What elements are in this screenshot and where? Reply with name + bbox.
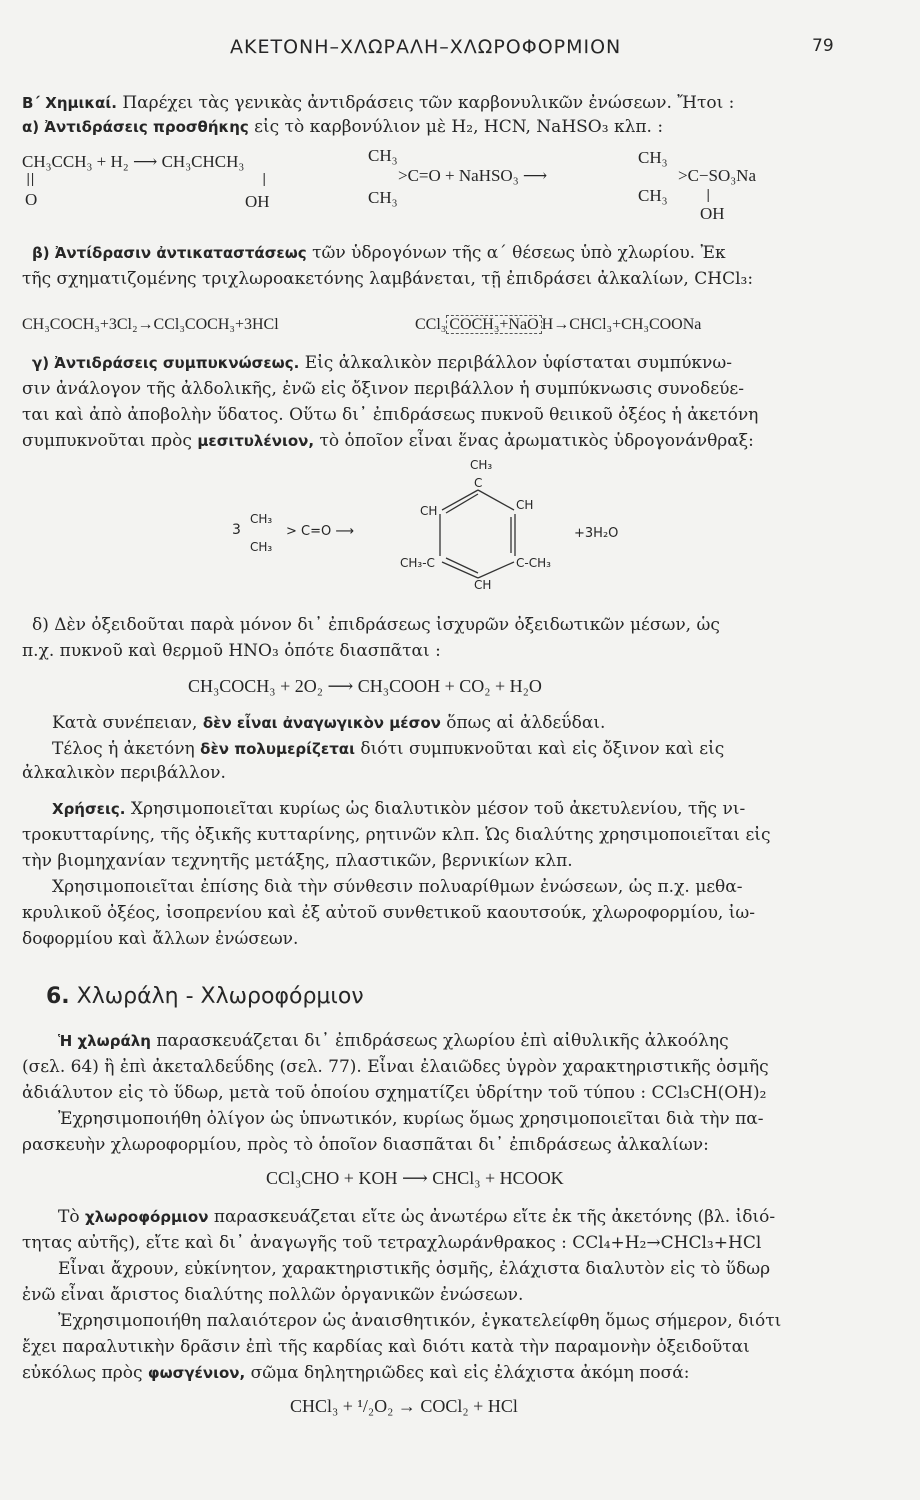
delta-line-2: π.χ. πυκνοῦ καὶ θερμοῦ HNO₃ ὁπότε διασπᾶται : xyxy=(22,641,441,661)
chloroform-text-7c: σῶμα δηλητηριῶδες καὶ εἰς ἐλάχιστα ἀκόμη ποσά: xyxy=(245,1363,690,1383)
acetone-methyl-bottom: CH₃ xyxy=(250,540,273,554)
uses-text-1: Χρησιμοποιεῖται κυρίως ὡς διαλυτικὸν μέσον τοῦ ἀκετυλενίου, τῆς νι- xyxy=(125,799,746,819)
ring-methyl-carbon-left: CH₃-C xyxy=(400,556,435,570)
chloral-line-1 xyxy=(58,1030,729,1052)
header-title: ΑΚΕΤΟΝΗ–ΧΛΩΡΑΛΗ–ΧΛΩΡΟΦΟΡΜΙΟΝ xyxy=(230,36,622,58)
gamma-line-3: ται καὶ ἀπὸ ἀποβολὴν ὕδατος. Οὕτω δι᾽ ἐπιδράσεως πυκνοῦ θειικοῦ ὀξέος ἡ ἀκετόνη xyxy=(22,405,759,425)
section-title: Χλωράλη - Χλωροφόρμιον xyxy=(76,984,364,1009)
uses-line-3: τὴν βιομηχανίαν τεχνητῆς μετάξης, πλαστικῶν, βερνικίων κλπ. xyxy=(22,851,573,871)
chloroform-line-2: τητας αὐτῆς), εἴτε καὶ δι᾽ ἀναγωγῆς τοῦ τετραχλωράνθρακος : CCl₄+H₂→CHCl₃+HCl xyxy=(22,1233,762,1253)
ring-ch-right: CH xyxy=(516,498,534,512)
single-bond-mark: | xyxy=(262,172,267,187)
chloroform-text-1a: Τὸ xyxy=(58,1207,85,1227)
gamma-text-4c: τὸ ὁποῖον εἶναι ἕνας ἀρωματικὸς ὑδρογονάνθραξ: xyxy=(314,431,754,451)
chlorination-equation: CH₃COCH₃+3Cl₂→CCl₃COCH₃+3HCl xyxy=(22,316,279,333)
conseq-line-3: ἀλκαλικὸν περιβάλλον. xyxy=(22,763,226,783)
conseq-line-2 xyxy=(52,738,724,760)
conseq-text-2a: Τέλος ἡ ἀκετόνη xyxy=(52,739,201,759)
conseq-bold-2: δὲν πολυμερίζεται xyxy=(200,740,355,758)
chloral-article: Ἡ xyxy=(58,1032,78,1050)
intro-text: Παρέχει τὰς γενικὰς ἀντιδράσεις τῶν καρβονυλικῶν ἐνώσεων. Ἤτοι : xyxy=(116,93,735,113)
hydroxyl-product: OH xyxy=(700,204,725,223)
sulfonate-group: >C−SO₃Na xyxy=(678,166,756,185)
conseq-text-1a: Κατὰ συνέπειαν, xyxy=(52,713,203,733)
ring-top-carbon: C xyxy=(474,476,483,490)
haloform-part-2: H→CHCl₃+CH₃COONa xyxy=(541,316,702,333)
uses-line-2: τροκυτταρίνης, τῆς ὀξικῆς κυτταρίνης, ρητινῶν κλπ. Ὡς διαλύτης χρησιμοποιεῖται εἰς xyxy=(22,825,771,845)
phosgene-term: φωσγένιον, xyxy=(147,1364,246,1382)
oxidation-equation: CH₃COCH₃ + 2O₂ ⟶ CH₃COOH + CO₂ + H₂O xyxy=(188,676,542,696)
condensation-arrow: > C=O ⟶ xyxy=(286,524,354,539)
section-heading xyxy=(46,984,364,1009)
uses-line-5: κρυλικοῦ ὀξέος, ἰσοπρενίου καὶ ἐξ αὐτοῦ συνθετικοῦ καουτσούκ, χλωροφορμίου, ἰω- xyxy=(22,903,756,923)
chloroform-line-4: ἐνῶ εἶναι ἄριστος διαλύτης πολλῶν ὀργανικῶν ἐνώσεων. xyxy=(22,1285,524,1305)
chloroform-term: χλωροφόρμιον xyxy=(84,1208,209,1226)
gamma-label: γ) Ἀντιδράσεις συμπυκνώσεως. xyxy=(32,354,300,372)
conseq-text-1c: ὅπως αἱ ἀλδεΰδαι. xyxy=(440,713,606,733)
methyl-lower: CH₃ xyxy=(368,188,398,207)
conseq-line-1 xyxy=(52,712,605,734)
methyl-upper-product: CH₃ xyxy=(638,148,668,167)
bisulfite-equation: >C=O + NaHSO₃ ⟶ xyxy=(398,166,548,185)
water-product: +3H₂O xyxy=(574,526,619,541)
hydroxyl-group: OH xyxy=(245,192,270,211)
conseq-bold-1: δὲν εἶναι ἀναγωγικὸν μέσον xyxy=(202,714,441,732)
sulfonate-bond-mark: | xyxy=(706,188,711,203)
chloral-decomposition-equation: CCl₃CHO + KOH ⟶ CHCl₃ + HCOOK xyxy=(266,1168,564,1188)
chloral-line-2: (σελ. 64) ἢ ἐπὶ ἀκεταλδεΰδης (σελ. 77). Εἶναι ἐλαιῶδες ὑγρὸν χαρακτηριστικῆς ὀσμῆς xyxy=(22,1057,769,1077)
chloral-line-3: ἀδιάλυτον εἰς τὸ ὕδωρ, μετὰ τοῦ ὁποίου σχηματίζει ὑδρίτην τοῦ τύπου : CCl₃CH(OH)₂ xyxy=(22,1083,767,1103)
ring-ch-left: CH xyxy=(420,504,438,518)
double-bond-mark: || xyxy=(26,172,35,187)
gamma-text-1: Εἰς ἀλκαλικὸν περιβάλλον ὑφίσταται συμπύκνω- xyxy=(299,353,732,373)
methyl-lower-product: CH₃ xyxy=(638,186,668,205)
uses-line-1 xyxy=(52,798,745,820)
mesitylene-term: μεσιτυλένιον, xyxy=(197,432,315,450)
beta-line-2: τῆς σχηματιζομένης τριχλωροακετόνης λαμβάνεται, τῇ ἐπιδράσει ἀλκαλίων, CHCl₃: xyxy=(22,269,754,289)
hydrogenation-equation: CH₃CCH₃ + H₂ ⟶ CH₃CHCH₃ xyxy=(22,152,245,171)
chloroform-line-6: ἔχει παραλυτικὴν δρᾶσιν ἐπὶ τῆς καρδίας καὶ διότι κατὰ τὴν παραμονὴν ὀξειδοῦται xyxy=(22,1337,750,1357)
chloral-text-1c: παρασκευάζεται δι᾽ ἐπιδράσεως χλωρίου ἐπὶ αἰθυλικῆς ἀλκοόλης xyxy=(150,1031,729,1051)
ring-bond-top-right xyxy=(478,490,514,510)
phosgene-equation: CHCl₃ + ¹/₂O₂ → COCl₂ + HCl xyxy=(290,1396,518,1416)
carbonyl-oxygen: O xyxy=(25,190,38,209)
chloroform-line-1 xyxy=(58,1206,775,1228)
haloform-boxed-part: COCH₃+NaO xyxy=(446,315,541,334)
ring-methyl-carbon-right: C-CH₃ xyxy=(516,556,551,570)
chloroform-line-3: Εἶναι ἄχρουν, εὐκίνητον, χαρακτηριστικῆς ὀσμῆς, ἐλάχιστα διαλυτὸν εἰς τὸ ὕδωρ xyxy=(58,1259,771,1279)
beta-text-1: τῶν ὑδρογόνων τῆς α΄ θέσεως ὑπὸ χλωρίου. Ἐκ xyxy=(306,243,726,263)
chloral-term: χλωράλη xyxy=(77,1032,151,1050)
chloroform-line-5: Ἐχρησιμοποιήθη παλαιότερον ὡς ἀναισθητικόν, ἐγκατελείφθη ὅμως σήμερον, διότι xyxy=(58,1311,782,1331)
delta-line-1: δ) Δὲν ὀξειδοῦται παρὰ μόνον δι᾽ ἐπιδράσεως ἰσχυρῶν ὀξειδωτικῶν μέσων, ὡς xyxy=(32,615,720,635)
beta-label: β) Ἀντίδρασιν ἀντικαταστάσεως xyxy=(32,244,307,262)
chloral-line-5: ρασκευὴν χλωροφορμίου, πρὸς τὸ ὁποῖον διασπᾶται δι᾽ ἐπιδράσεως ἀλκαλίων: xyxy=(22,1135,709,1155)
section-number: 6. xyxy=(46,984,70,1009)
chloroform-text-7a: εὐκόλως πρὸς xyxy=(22,1363,148,1383)
ring-bond-bottom-right xyxy=(478,562,514,578)
intro-label: Β΄ Χημικαί. xyxy=(22,94,117,112)
chloroform-text-1c: παρασκευάζεται εἴτε ὡς ἀνωτέρω εἴτε ἐκ τῆς ἀκετόνης (βλ. ἰδιό- xyxy=(208,1207,776,1227)
ring-bond-top-left xyxy=(442,490,478,510)
chloroform-line-7 xyxy=(22,1362,689,1384)
gamma-line-2: σιν ἀνάλογον τῆς ἀλδολικῆς, ἐνῶ εἰς ὄξινον περιβάλλον ἡ συμπύκνωσις συνοδεύε- xyxy=(22,379,744,399)
chloral-line-4: Ἐχρησιμοποιήθη ὀλίγον ὡς ὑπνωτικόν, κυρίως ὅμως χρησιμοποιεῖται διὰ τὴν πα- xyxy=(58,1109,764,1129)
conseq-text-2c: διότι συμπυκνοῦται καὶ εἰς ὄξινον καὶ εἰς xyxy=(354,739,725,759)
uses-line-6: δοφορμίου καὶ ἄλλων ἐνώσεων. xyxy=(22,929,299,949)
alpha-text: εἰς τὸ καρβονύλιον μὲ H₂, HCN, NaHSO₃ κλπ. : xyxy=(248,117,664,137)
acetone-methyl-top: CH₃ xyxy=(250,512,273,526)
methyl-upper: CH₃ xyxy=(368,146,398,165)
coefficient: 3 xyxy=(232,522,241,538)
alpha-label: α) Ἀντιδράσεις προσθήκης xyxy=(22,118,249,136)
uses-line-4: Χρησιμοποιεῖται ἐπίσης διὰ τὴν σύνθεσιν πολυαρίθμων ἐνώσεων, ὡς π.χ. μεθα- xyxy=(52,877,743,897)
haloform-part-1: CCl₃ xyxy=(415,316,447,333)
ring-top-methyl: CH₃ xyxy=(470,458,493,472)
gamma-text-4a: συμπυκνοῦται πρὸς xyxy=(22,431,198,451)
uses-label: Χρήσεις. xyxy=(52,800,126,818)
ring-bottom-ch: CH xyxy=(474,578,492,592)
ring-bond-top-left-double xyxy=(446,494,478,513)
page-number: 79 xyxy=(812,36,834,56)
